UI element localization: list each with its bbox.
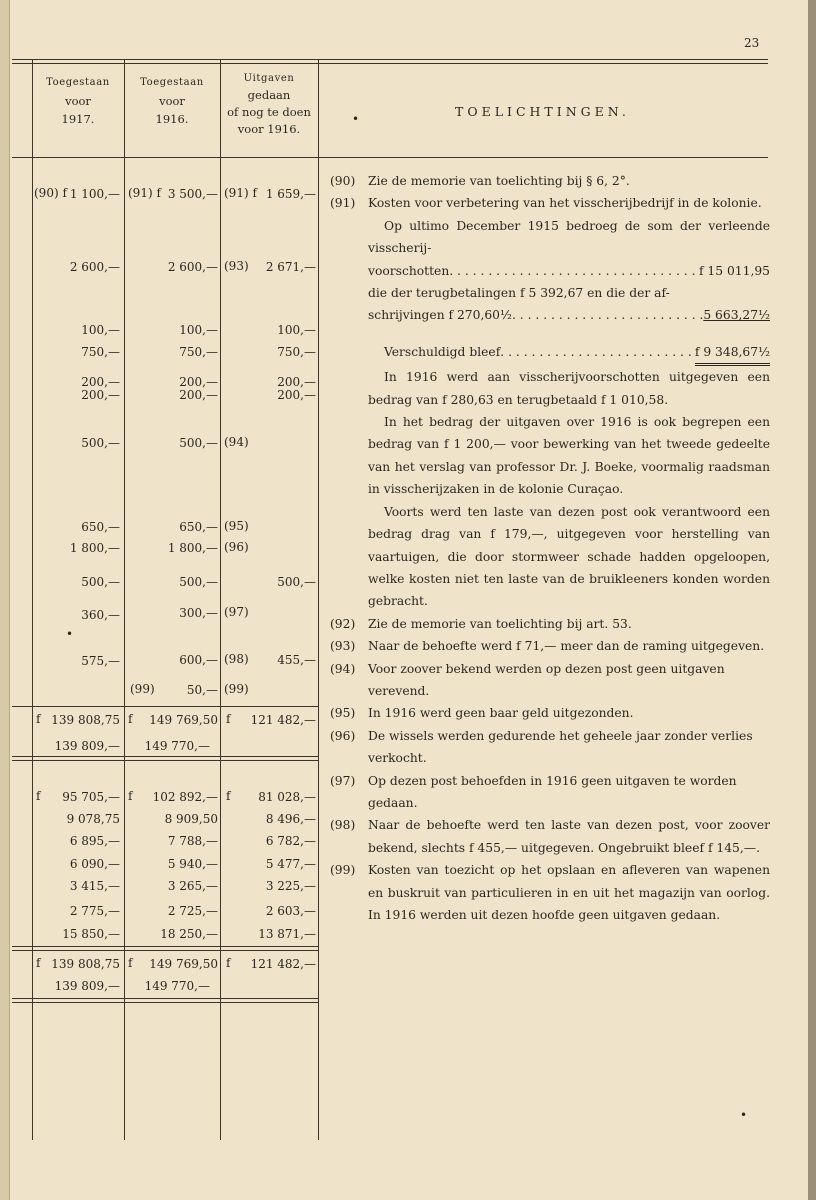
amount-1916: 1 800,— [167,541,218,555]
amount-1917: 200,— [81,388,120,402]
amount-1916: 50,— [186,683,218,697]
total-1917: 139 808,75 [51,713,120,727]
row-label: (96) [224,540,249,554]
amount-1917: 95 705,— [62,790,120,804]
amount-1917: 3 415,— [69,879,120,893]
amount-spent: 81 028,— [258,790,316,804]
amount-spent: 750,— [277,345,316,359]
total-1916: 149 769,50 [149,957,218,971]
stray-dot: • [352,112,360,126]
row-label: (95) [224,519,249,533]
note-93: (93) Naar de behoefte werd f 71,— meer dan de raming uitgegeven. [330,639,765,654]
amount-spent: 3 225,— [265,879,316,893]
total-rule [12,756,318,757]
row-label: (91) f [224,186,257,200]
row-label: f [128,956,133,970]
amount-1917: 6 895,— [69,834,120,848]
note-97: (97) Op dezen post behoefden in 1916 geen uitgaven te worden gedaan. [330,773,737,810]
amount-spent: 1 659,— [265,187,316,201]
amount-1916: 200,— [179,388,218,402]
amount-1916: 18 250,— [160,927,218,941]
amount-1916: 500,— [179,575,218,589]
total-1917: 139 808,75 [51,957,120,971]
row-label: f [128,712,133,726]
stray-dot: • [66,627,74,641]
amount-1917: 360,— [81,608,120,622]
column-rule-2 [220,60,221,1140]
row-label: (94) [224,435,249,449]
row-label: f [128,789,133,803]
total-spent: 121 482,— [250,957,316,971]
amount-1917: 100,— [81,323,120,337]
amount-spent: 2 603,— [265,904,316,918]
amount-1916: 3 265,— [167,879,218,893]
ledger-line: voorschotten . . . f 15 011,95 [368,260,770,282]
amount-1917: 500,— [81,575,120,589]
amount-spent: 2 671,— [265,260,316,274]
amount-1917: 1 800,— [69,541,120,555]
amount-1917: 15 850,— [62,927,120,941]
row-label: (93) [224,259,249,273]
top-rule [12,59,768,60]
row-label: (97) [224,605,249,619]
section-title: TOELICHTINGEN. [455,104,630,119]
note-95: (95) In 1916 werd geen baar geld uitgezonden. [330,706,634,721]
note-94: (94) Voor zoover bekend werden op dezen post geen uitgaven verevend. [330,661,725,698]
header-bottom-rule [12,157,768,158]
amount-spent: 100,— [277,323,316,337]
amount-1916: 100,— [179,323,218,337]
amount-1917: 650,— [81,520,120,534]
header-col-uitgaven: Uitgaven gedaan of nog te doen voor 1916. [227,73,311,136]
rounded-1917: 139 809,— [54,739,120,753]
summary-rule-inner [12,950,318,951]
column-rule-3 [318,60,319,1140]
header-col-1917: Toegestaan voor 1917. [46,77,110,126]
header-col-1916: Toegestaan voor 1916. [140,77,204,126]
amount-1916: 2 600,— [167,260,218,274]
total-spent: 121 482,— [250,713,316,727]
amount-1916: 3 500,— [167,187,218,201]
amount-1917: 6 090,— [69,857,120,871]
page-number: 23 [744,36,760,50]
final-rule-inner [12,1002,318,1003]
amount-1916: 5 940,— [167,857,218,871]
amount-1916: 2 725,— [167,904,218,918]
amount-spent: 5 477,— [265,857,316,871]
row-label: (90) f [34,186,67,200]
amount-1916: 500,— [179,436,218,450]
note-paragraph: die der terugbetalingen f 5 392,67 en die der af- [368,286,670,301]
ledger-line: Verschuldigd bleef . . . f 9 348,67½ [368,341,770,366]
amount-1916: 300,— [179,606,218,620]
amount-spent: 13 871,— [258,927,316,941]
amount-spent: 500,— [277,575,316,589]
ledger-line: schrijvingen f 270,60½ . . . 5 663,27½ [368,304,770,326]
amount-1917: 200,— [81,375,120,389]
amount-spent: 455,— [277,653,316,667]
amount-1916: 102 892,— [152,790,218,804]
page-right-edge [808,0,816,1200]
row-label: f [36,789,41,803]
amount-1917: 1 100,— [69,187,120,201]
final-rule [12,998,318,999]
row-label: f [226,712,231,726]
row-label: (91) f [128,186,161,200]
row-label: (98) [224,652,249,666]
note-99: (99) Kosten van toezicht op het opslaan en afleveren van wapenen en buskruit van particulieren in en uit het magazijn van oorlog. In 1916 werden uit dezen hoofde geen uitgaven gedaan. [330,863,770,922]
amount-spent: 200,— [277,375,316,389]
amount-1916: 8 909,50 [164,812,218,826]
row-label: f [226,956,231,970]
amount-spent: 6 782,— [265,834,316,848]
row-label: (99) [224,682,249,696]
amount-1916: 750,— [179,345,218,359]
amount-spent: 8 496,— [265,812,316,826]
amount-1916: 7 788,— [167,834,218,848]
note-paragraph: In 1916 werd aan visscherijvoorschotten uitgegeven een bedrag van f 280,63 en terugbetaald f 1 010,58. [368,370,770,407]
row-label: f [36,956,41,970]
amount-1917: 9 078,75 [66,812,120,826]
note-90: (90) Zie de memorie van toelichting bij § 6, 2°. [330,174,630,188]
page-left-edge [0,0,10,1200]
notes-section [330,170,770,926]
amount-1917: 750,— [81,345,120,359]
amount-1917: 2 775,— [69,904,120,918]
stray-dot: • [740,1108,748,1122]
row-label: f [226,789,231,803]
note-paragraph: In het bedrag der uitgaven over 1916 is ook begrepen een bedrag van f 1 200,— voor bewerking van het tweede gedeelte van het verslag van professor Dr. J. Boeke, voormalig raadsman in visscherijzaken in de kolonie Curaçao. [368,415,770,497]
rounded-1916: 149 770,— [144,739,210,753]
note-paragraph: Op ultimo December 1915 bedroeg de som der verleende visscherij- [368,218,770,256]
amount-1916: 650,— [179,520,218,534]
amount-1917: 2 600,— [69,260,120,274]
note-91: (91) Kosten voor verbetering van het visscherijbedrijf in de kolonie. [330,196,762,211]
total-1916: 149 769,50 [149,713,218,727]
amount-spent: 200,— [277,388,316,402]
note-96: (96) De wissels werden gedurende het geheele jaar zonder verlies verkocht. [330,728,753,766]
subtotal-rule [12,706,318,707]
row-label: (99) [130,682,155,696]
amount-1916: 200,— [179,375,218,389]
summary-rule [12,946,318,947]
note-98: (98) Naar de behoefte werd ten laste van dezen post, voor zoover bekend, slechts f 455,— uitgegeven. Ongebruikt bleef f 145,—. [330,818,770,855]
total-rule-inner [12,760,318,761]
row-label: f [36,712,41,726]
amount-1917: 500,— [81,436,120,450]
top-rule-inner [12,63,768,64]
note-91-detail [330,215,770,613]
amount-1916: 600,— [179,653,218,667]
note-paragraph: Voorts werd ten laste van dezen post ook verantwoord een bedrag drag van f 179,—, uitgegeven voor herstelling van vaartuigen, die door stormweer schade hadden opgeloopen, welke kosten niet ten laste van de bruikleeners konden worden gebracht. [368,504,770,609]
amount-1917: 575,— [81,654,120,668]
rounded-1916: 149 770,— [144,979,210,993]
note-92: (92) Zie de memorie van toelichting bij art. 53. [330,616,632,631]
rounded-1917: 139 809,— [54,979,120,993]
